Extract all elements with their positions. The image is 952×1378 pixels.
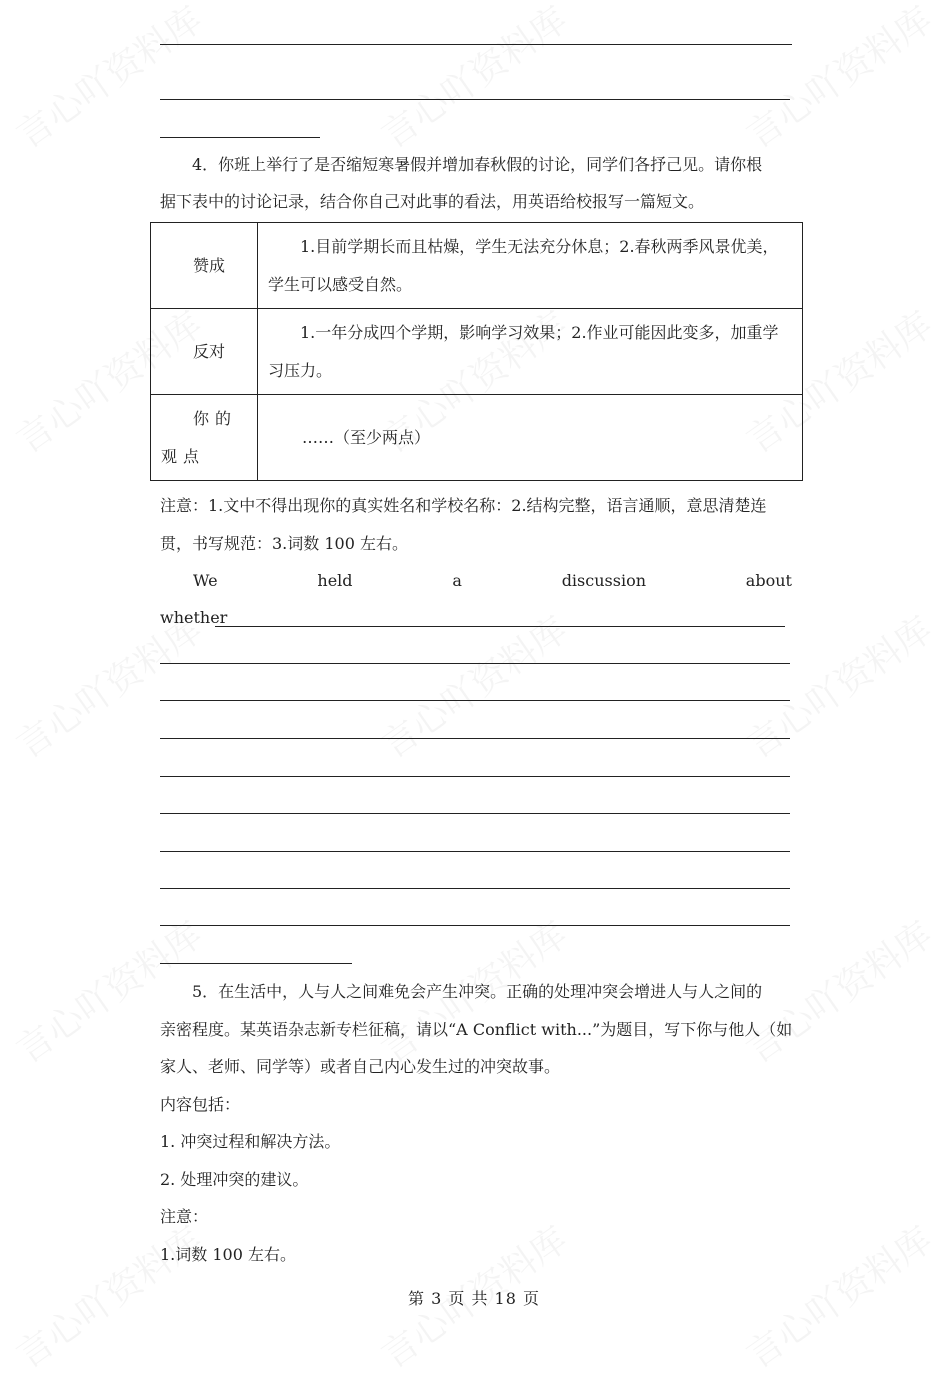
opening-word: We xyxy=(193,571,218,590)
watermark xyxy=(735,908,941,1074)
opening-word: held xyxy=(317,571,353,590)
answer-line xyxy=(160,925,790,926)
discussion-table xyxy=(150,222,803,481)
row-label: 反对 xyxy=(151,309,258,395)
watermark xyxy=(735,1213,941,1378)
table-row xyxy=(151,395,803,481)
answer-line xyxy=(160,776,790,777)
q5-text: 家人、老师、同学等）或者自己内心发生过的冲突故事。 xyxy=(160,1057,561,1076)
answer-line xyxy=(160,663,790,664)
q5-text: 亲密程度。某英语杂志新专栏征稿，请以“A Conflict with...”为题目，写下你与他人（如 xyxy=(160,1020,793,1039)
row-content: 1.目前学期长而且枯燥，学生无法充分休息；2.春秋两季风景优美，学生可以感受自然。 xyxy=(258,223,803,309)
answer-line xyxy=(160,851,790,852)
opening-continuation: whether xyxy=(160,608,228,627)
answer-line xyxy=(160,738,790,739)
note-label: 注意： xyxy=(160,1207,209,1226)
content-item: 2. 处理冲突的建议。 xyxy=(160,1170,309,1189)
page-number: 第 3 页 共 18 页 xyxy=(408,1289,540,1308)
opening-word: discussion xyxy=(561,571,646,590)
watermark xyxy=(5,908,211,1074)
q4-note: 注意：1.文中不得出现你的真实姓名和学校名称：2.结构完整，语言通顺，意思清楚连 xyxy=(160,496,767,515)
answer-line xyxy=(160,44,792,45)
watermark xyxy=(5,0,211,158)
row-label: 你的观点 xyxy=(151,395,258,481)
opening-sentence xyxy=(193,571,792,591)
q4-text: 4．你班上举行了是否缩短寒暑假并增加春秋假的讨论，同学们各抒己见。请你根 xyxy=(192,155,763,174)
table-row xyxy=(151,309,803,395)
table-row xyxy=(151,223,803,309)
watermark xyxy=(5,1213,211,1378)
row-label: 赞成 xyxy=(151,223,258,309)
opening-word: about xyxy=(745,571,792,590)
answer-line xyxy=(160,888,790,889)
answer-line xyxy=(215,626,785,627)
answer-line xyxy=(160,963,352,964)
row-content: ……（至少两点） xyxy=(258,395,803,481)
note-item: 1.词数 100 左右。 xyxy=(160,1245,296,1264)
content-item: 1. 冲突过程和解决方法。 xyxy=(160,1132,341,1151)
answer-line xyxy=(160,700,790,701)
row-content: 1.一年分成四个学期，影响学习效果；2.作业可能因此变多，加重学习压力。 xyxy=(258,309,803,395)
q4-text: 据下表中的讨论记录，结合你自己对此事的看法，用英语给校报写一篇短文。 xyxy=(160,192,705,211)
q4-note: 贯，书写规范：3.词数 100 左右。 xyxy=(160,534,408,553)
answer-line xyxy=(160,99,790,100)
answer-line xyxy=(160,137,320,138)
watermark xyxy=(735,603,941,769)
watermark xyxy=(370,603,576,769)
q5-text: 5．在生活中，人与人之间难免会产生冲突。正确的处理冲突会增进人与人之间的 xyxy=(192,982,763,1001)
opening-word: a xyxy=(452,571,462,590)
watermark xyxy=(370,0,576,158)
content-label: 内容包括： xyxy=(160,1095,241,1114)
answer-line xyxy=(160,813,790,814)
watermark xyxy=(735,0,941,158)
